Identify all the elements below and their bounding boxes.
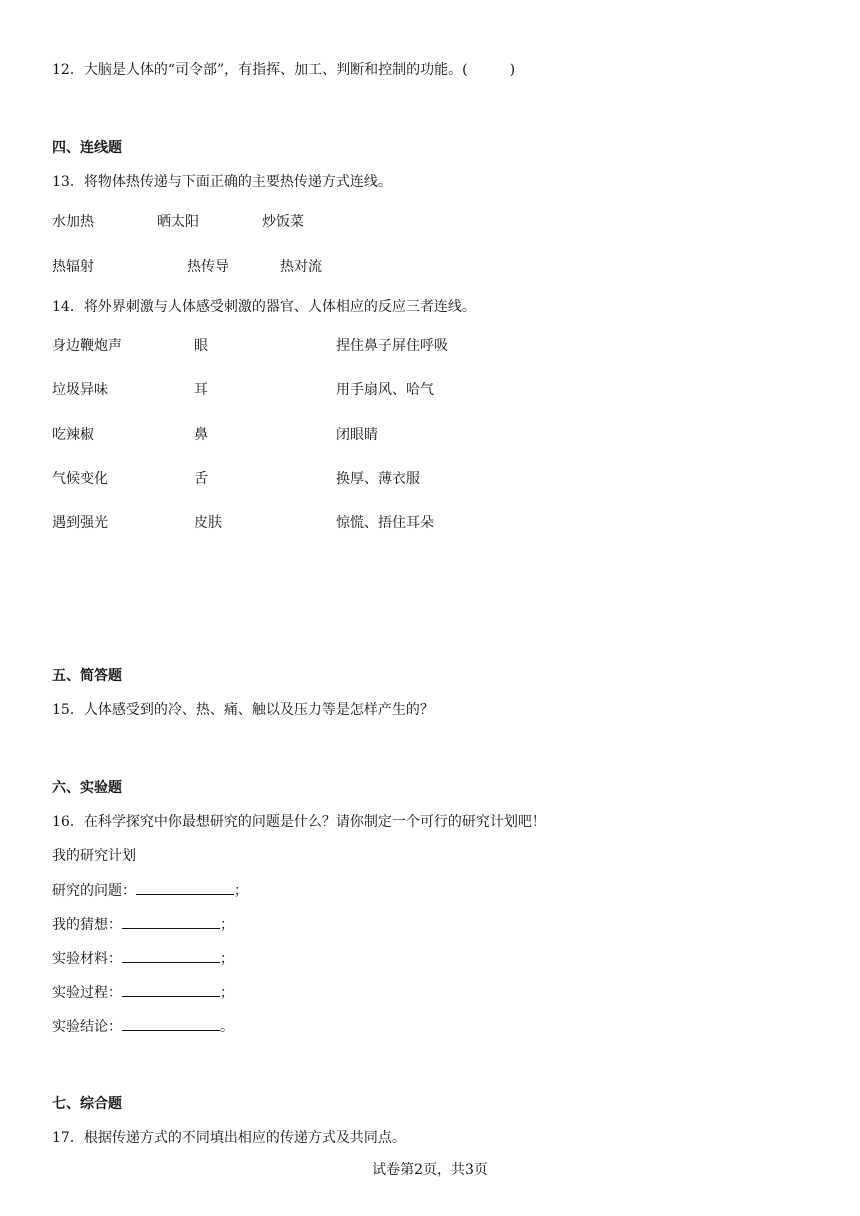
q13-top-item: 晒太阳 xyxy=(157,214,199,230)
section-4-title: 四、连线题 xyxy=(52,140,122,156)
answer-blank[interactable] xyxy=(122,948,220,963)
q14-reaction: 闭眼睛 xyxy=(336,427,378,443)
page-footer: 试卷第2页，共3页 xyxy=(372,1162,488,1178)
q14-organ: 舌 xyxy=(194,471,208,487)
q14-organ: 眼 xyxy=(194,338,208,354)
answer-blank[interactable] xyxy=(122,1016,220,1031)
q14-stimulus: 遇到强光 xyxy=(52,515,108,531)
question-15: 15．人体感受到的冷、热、痛、触以及压力等是怎样产生的？ xyxy=(52,702,434,718)
plan-field-label: 实验过程： xyxy=(52,985,122,1001)
plan-field-end: 。 xyxy=(220,1019,234,1035)
plan-field-label: 研究的问题： xyxy=(52,883,136,899)
plan-field xyxy=(52,1016,234,1037)
q14-reaction: 换厚、薄衣服 xyxy=(336,471,420,487)
question-14-prompt: 14．将外界刺激与人体感受刺激的器官、人体相应的反应三者连线。 xyxy=(52,299,476,315)
question-12: 12．大脑是人体的“司令部”，有指挥、加工、判断和控制的功能。( ) xyxy=(52,62,516,78)
q14-organ: 鼻 xyxy=(194,427,208,443)
question-17: 17．根据传递方式的不同填出相应的传递方式及共同点。 xyxy=(52,1130,406,1146)
q13-top-item: 水加热 xyxy=(52,214,94,230)
plan-field xyxy=(52,982,234,1003)
plan-field xyxy=(52,948,234,969)
plan-field-end: ； xyxy=(220,917,234,933)
plan-field-label: 我的猜想： xyxy=(52,917,122,933)
question-13-prompt: 13．将物体热传递与下面正确的主要热传递方式连线。 xyxy=(52,174,392,190)
q14-stimulus: 垃圾异味 xyxy=(52,382,108,398)
q13-bottom-item: 热传导 xyxy=(187,259,229,275)
plan-field-end: ； xyxy=(234,883,248,899)
q14-stimulus: 身边鞭炮声 xyxy=(52,338,122,354)
plan-field-label: 实验结论： xyxy=(52,1019,122,1035)
plan-field-label: 实验材料： xyxy=(52,951,122,967)
q14-reaction: 惊慌、捂住耳朵 xyxy=(336,515,434,531)
section-6-title: 六、实验题 xyxy=(52,780,122,796)
q14-organ: 皮肤 xyxy=(194,515,222,531)
q13-bottom-item: 热对流 xyxy=(280,259,322,275)
q13-bottom-item: 热辐射 xyxy=(52,259,94,275)
section-5-title: 五、简答题 xyxy=(52,668,122,684)
question-16-prompt: 16．在科学探究中你最想研究的问题是什么？请你制定一个可行的研究计划吧！ xyxy=(52,814,546,830)
q14-organ: 耳 xyxy=(194,382,208,398)
plan-field xyxy=(52,880,248,901)
q13-top-item: 炒饭菜 xyxy=(262,214,304,230)
answer-blank[interactable] xyxy=(122,914,220,929)
answer-blank[interactable] xyxy=(122,982,220,997)
section-7-title: 七、综合题 xyxy=(52,1096,122,1112)
q14-stimulus: 气候变化 xyxy=(52,471,108,487)
q14-reaction: 捏住鼻子屏住呼吸 xyxy=(336,338,448,354)
plan-field xyxy=(52,914,234,935)
q14-stimulus: 吃辣椒 xyxy=(52,427,94,443)
answer-blank[interactable] xyxy=(136,880,234,895)
plan-title: 我的研究计划 xyxy=(52,848,136,864)
plan-field-end: ； xyxy=(220,951,234,967)
q14-reaction: 用手扇风、哈气 xyxy=(336,382,434,398)
plan-field-end: ； xyxy=(220,985,234,1001)
